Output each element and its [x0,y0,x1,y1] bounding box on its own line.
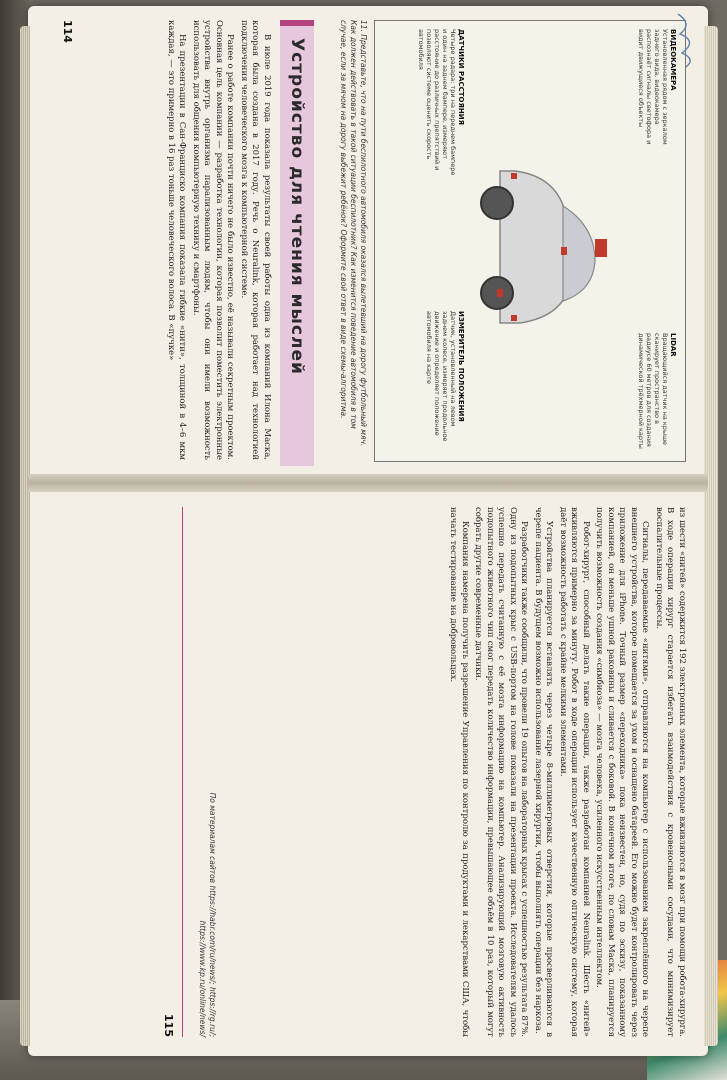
paragraph: Ранее о работе компании почти ничего не было известно, её называли секретным проектом. Основная цель компании — разработка технологии, которая позволит поместить электронные устройства внутрь организма парализованным людям, чтобы они имели возможность использовать для общения компьютерную технику и смартфоны. [191,20,236,460]
callout-position-text: Датчик, установленный на левом заднем колесе, измеряет продольное движение и определяет положение автомобиля на карте [425,311,457,442]
paragraph: из шести «нитей» содержится 192 электронных элемента, которые вживляются в мозг при помощи робота-хирурга. В ходе операции хирург старается избегать взаимодействия с кровеносными сосудами, что минимизирует воспалительные процессы. [654,507,687,1037]
page-114 [28,6,708,476]
callout-lidar-text: Вращающийся датчик на крыше сканирует пространство в радиусе 60 метров для создания динамической трёхмерной карты [637,333,669,449]
callout-distance-text: Четыре радара: три на переднем бампере и один на заднем бампере, измеряют расстояние до различных препятствий и позволяют системе оценить скорость автомобиля [417,29,457,176]
book-spine-fold [28,474,708,492]
paragraph: В июле 2019 года показала результаты своей работы одна из компаний Илона Маска, которая была создана в 2017 году. Речь о Neuralink, которая работает над технологией подключения человеческого мозга к компьютерной системе. [239,20,272,460]
page-114-body [163,20,273,460]
callout-distance-sensors [417,29,465,179]
paragraph: Робот-хирург, способный делать такие операции, также разработан компанией Neuralink. Шесть «нитей» вживляются примерно за минуту. Робот в ходе операции использует качественную оптическую систему, которая даёт возможность работать с крайне мелкими элементами. [558,507,591,1037]
callout-camera-text: Установленная рядом с зеркалом заднего вида, видеокамера распознаёт сигналы светофора и видит движущиеся объекты [637,29,669,145]
paragraph: Компания намерена получить разрешение Управления по контролю за продуктами и лекарствами США, чтобы начать тестирование на добровольцах. [448,507,470,1037]
page-115-content [47,507,687,1037]
section-heading: Устройство для чтения мыслей [287,38,307,375]
callout-camera-title: ВИДЕОКАМЕРА [669,29,677,91]
page-number-115: 115 [162,1014,175,1037]
handwritten-scribble [668,9,708,69]
car-illustration [465,151,625,341]
callout-distance-title: ДАТЧИКИ РАССТОЯНИЯ [457,29,465,126]
callout-lidar [637,333,677,453]
sources-note: По материалам сайтов https://habr.com/ru/news/; https://rg.ru/; https://www.kp.ru/online/news/ [198,792,217,1037]
page-115-body [445,507,687,1037]
page-115 [28,492,708,1056]
exercise-11: 11. Представьте, что на пути беспилотного автомобиля оказался вылетевший на дорогу футбольный мяч. Как должен действовать в такой ситуации беспилотник? Как изменится поведение автомобиля в том случае, если за мячом на дорогу выбежит ребёнок? Оформите свой ответ в виде схемы-алгоритма. [339,20,368,447]
callout-position-title: ИЗМЕРИТЕЛЬ ПОЛОЖЕНИЯ [457,311,465,422]
callout-lidar-title: LIDAR [669,333,677,357]
paragraph: Устройства планируется вставлять через четыре 8-миллиметровых отверстия, которые просверливаются в черепе пациента. В будущем возможно использование лазерной хирургии, чтобы выполнять операции без наркоза. [533,507,555,1037]
paragraph: Сигналы, передаваемые «нитями», отправляются на компьютер с использованием закреплённого на черепе внешнего устройства, которое помещается за ухом и оснащено батареей. Его можно будет контролировать через приложение для iPhone. Точный размер «переходника» пока неизвестен, но, судя по эскизу, показанному компанией, он меньше ушной раковины и сливается с боковой. В конечном итоге, по словам Маска, планируется получить возможность создания «симбиоза» — мозга человека, усиленного искусственным интеллектом. [594,507,651,1037]
paragraph: Разработчики также сообщили, что провели 19 опытов на лабораторных крысах с успешностью результата 87%. Одну из подопытных крыс с USB-портом на голове показали на презентации проекта. Исследователям удалось успешно передать считанную с её мозга информацию на компьютер. Анализирующий мозговую активность подопытного животного чип смог передать количество информации, превышающее объём в 10 раз, который могут собрать другие современные датчики. [473,507,530,1037]
section-heading-bar [280,20,314,466]
callout-position-sensor [425,311,465,451]
open-textbook [28,6,708,1056]
footer-rule [182,507,183,1037]
page-number-114: 114 [61,20,74,43]
self-driving-car-diagram [374,20,686,462]
paragraph: На презентации в Сан-Франциско компания показала гибкие «нити», толщиной в 4–6 мкм каждая, — это примерно в 16 раз тоньше человеческого волоса. В «пучке» [166,20,188,460]
page-114-content [46,20,686,460]
